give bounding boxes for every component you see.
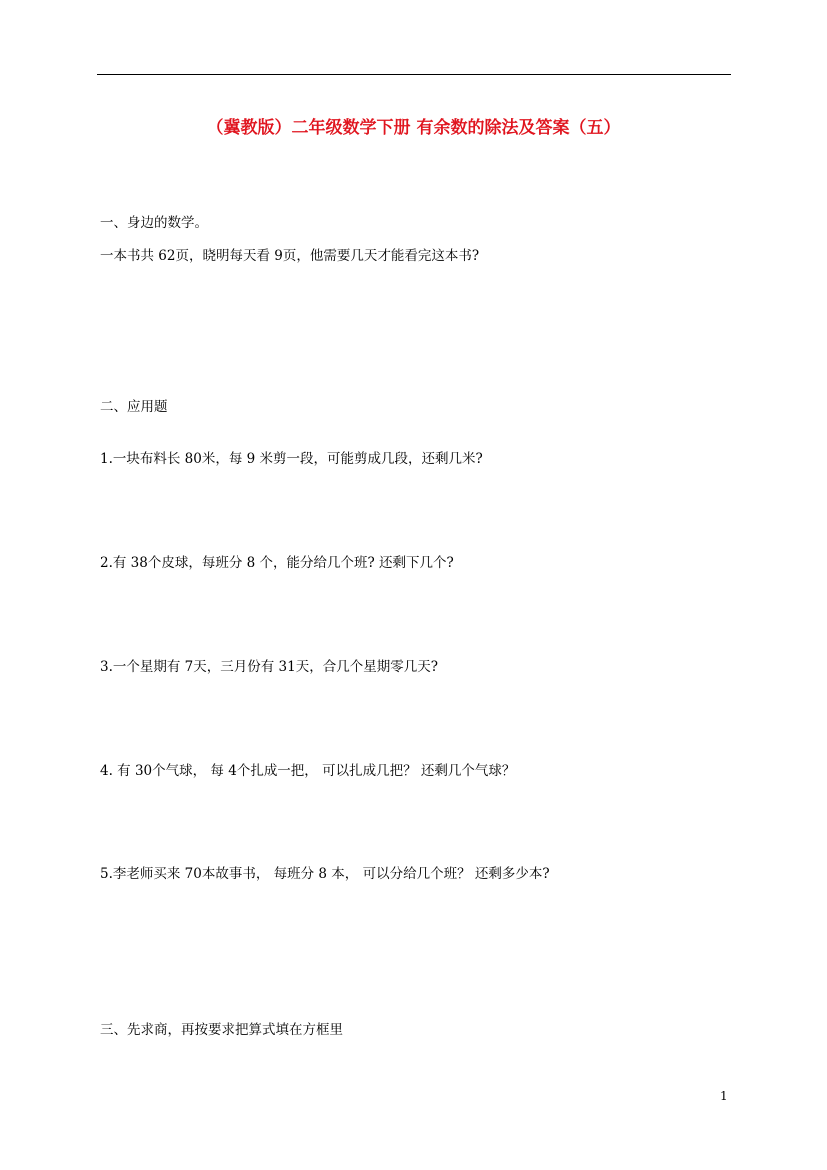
section-2-heading: 二、应用题: [100, 399, 168, 415]
section-1-question: 一本书共 62页，晓明每天看 9页，他需要几天才能看完这本书?: [100, 248, 480, 264]
question-4: 4. 有 30个气球， 每 4个扎成一把， 可以扎成几把？ 还剩几个气球？: [100, 763, 516, 779]
question-2: 2.有 38个皮球，每班分 8 个，能分给几个班? 还剩下几个?: [100, 555, 454, 571]
question-3: 3.一个星期有 7天，三月份有 31天，合几个星期零几天?: [100, 659, 438, 675]
page-number: 1: [720, 1089, 728, 1103]
section-1-heading: 一、身边的数学。: [100, 215, 208, 231]
section-3-heading: 三、先求商，再按要求把算式填在方框里: [100, 1022, 343, 1038]
document-title: （冀教版）二年级数学下册 有余数的除法及答案（五）: [206, 118, 621, 138]
question-5: 5.李老师买来 70本故事书， 每班分 8 本， 可以分给几个班？ 还剩多少本?: [100, 866, 550, 882]
question-1: 1.一块布料长 80米，每 9 米剪一段，可能剪成几段，还剩几米?: [100, 451, 483, 467]
header-rule: [97, 74, 731, 75]
